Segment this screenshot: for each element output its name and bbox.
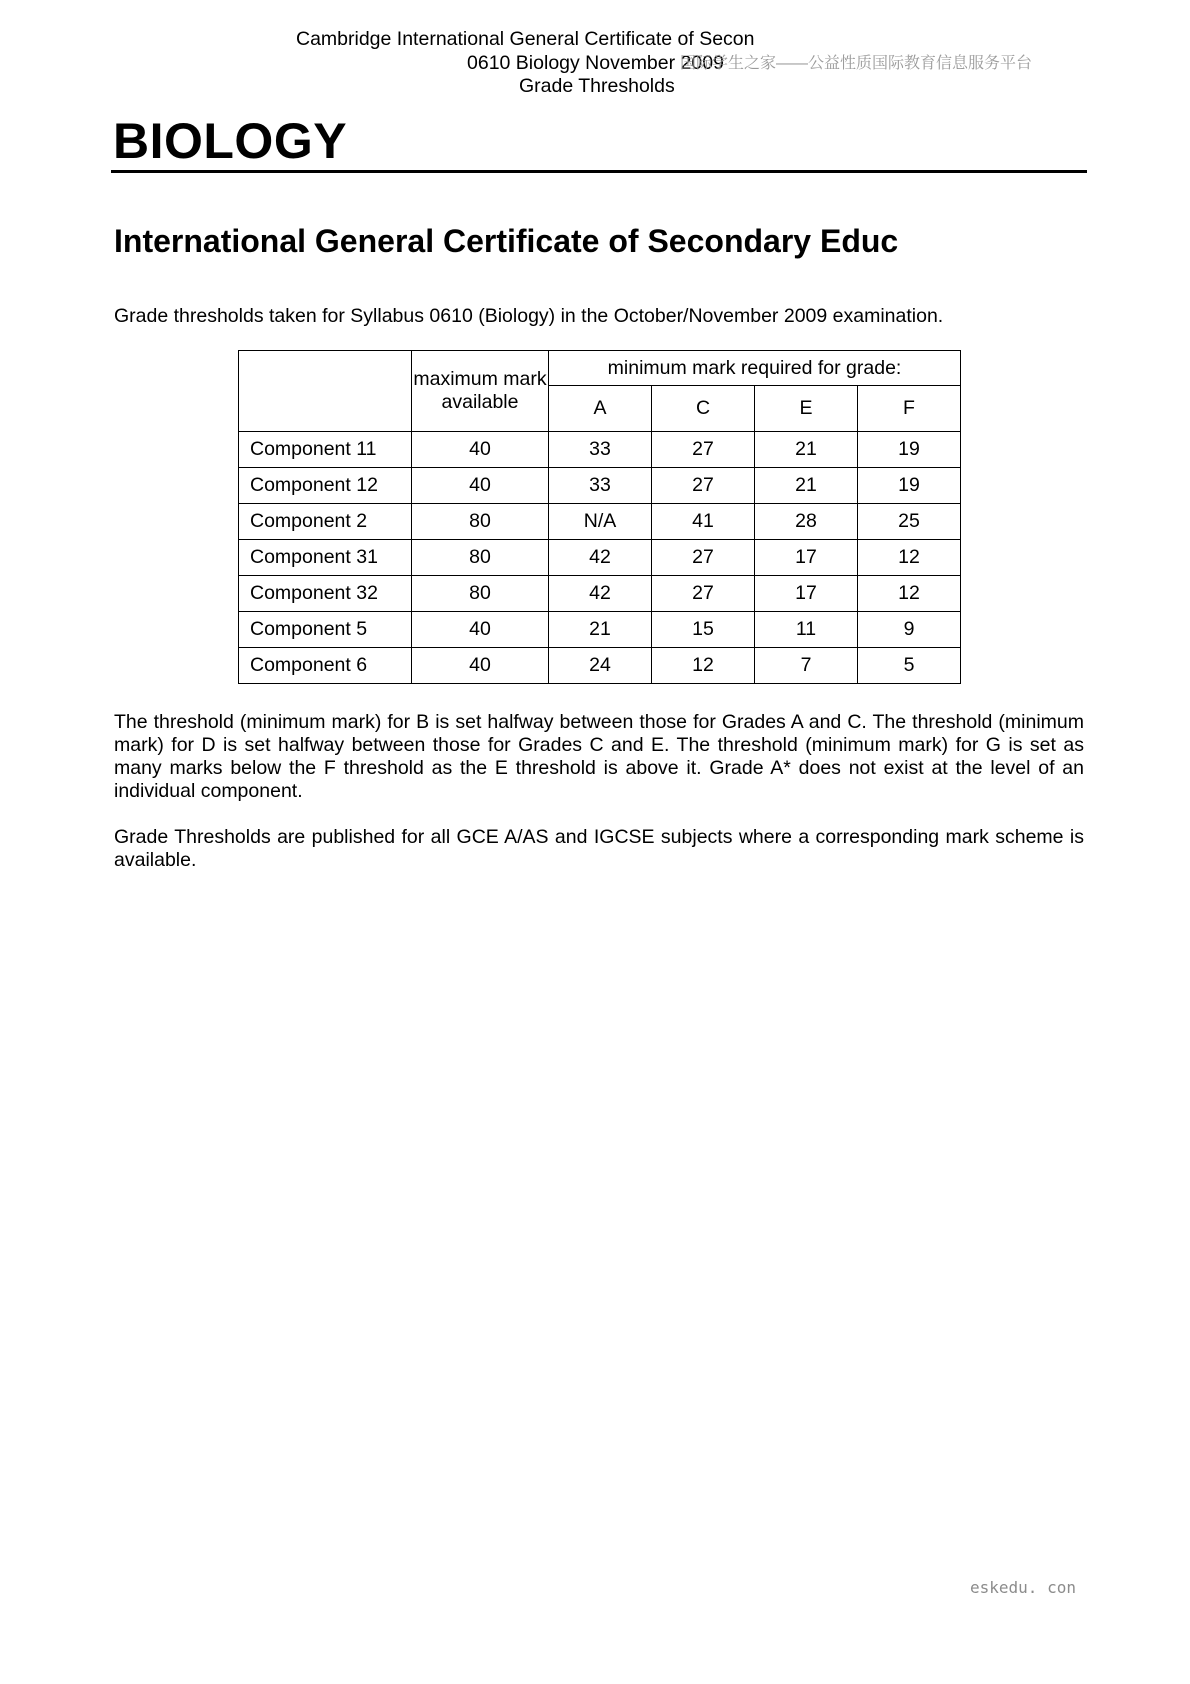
grade-a-mark: 21: [549, 612, 652, 648]
table-row: [239, 504, 961, 540]
grade-header-e: E: [755, 386, 858, 432]
grade-header-c: C: [652, 386, 755, 432]
grade-e-mark: 7: [755, 648, 858, 684]
max-mark: 80: [412, 540, 549, 576]
component-name: Component 11: [239, 432, 412, 468]
table-row: [239, 648, 961, 684]
grade-a-mark: N/A: [549, 504, 652, 540]
intro-text: Grade thresholds taken for Syllabus 0610 (Biology) in the October/November 2009 examination.: [114, 305, 944, 327]
grade-c-mark: 27: [652, 540, 755, 576]
grade-a-mark: 33: [549, 432, 652, 468]
component-name: Component 12: [239, 468, 412, 504]
table-row: [239, 432, 961, 468]
grade-c-mark: 12: [652, 648, 755, 684]
title-rule: [111, 170, 1087, 173]
component-header-cell: [239, 351, 412, 432]
grade-a-mark: 33: [549, 468, 652, 504]
table-header-row: [239, 351, 961, 386]
grade-e-mark: 17: [755, 576, 858, 612]
grade-e-mark: 28: [755, 504, 858, 540]
header-line-3: Grade Thresholds: [519, 75, 675, 97]
grade-e-mark: 21: [755, 468, 858, 504]
grade-header-f: F: [858, 386, 961, 432]
grade-e-mark: 17: [755, 540, 858, 576]
grade-f-mark: 19: [858, 468, 961, 504]
qualification-title: International General Certificate of Secondary Educ: [114, 223, 899, 259]
max-mark: 40: [412, 468, 549, 504]
grade-c-mark: 15: [652, 612, 755, 648]
max-mark: 80: [412, 576, 549, 612]
grade-header-a: A: [549, 386, 652, 432]
grade-f-mark: 25: [858, 504, 961, 540]
grade-f-mark: 12: [858, 576, 961, 612]
table-row: [239, 576, 961, 612]
header-line-1: Cambridge International General Certificate of Secon: [296, 28, 755, 50]
component-name: Component 32: [239, 576, 412, 612]
grade-a-mark: 24: [549, 648, 652, 684]
grade-f-mark: 12: [858, 540, 961, 576]
max-mark: 40: [412, 612, 549, 648]
grade-a-mark: 42: [549, 576, 652, 612]
grade-c-mark: 27: [652, 576, 755, 612]
grade-f-mark: 9: [858, 612, 961, 648]
component-name: Component 2: [239, 504, 412, 540]
table-row: [239, 468, 961, 504]
max-mark: 40: [412, 648, 549, 684]
component-name: Component 5: [239, 612, 412, 648]
grade-a-mark: 42: [549, 540, 652, 576]
grade-c-mark: 27: [652, 468, 755, 504]
grade-f-mark: 19: [858, 432, 961, 468]
footer-site-text: eskedu. con: [970, 1578, 1076, 1597]
grade-thresholds-table: [238, 350, 961, 684]
publication-note: Grade Thresholds are published for all GCE A/AS and IGCSE subjects where a corresponding mark scheme is available.: [114, 826, 1084, 871]
grade-e-mark: 21: [755, 432, 858, 468]
grade-f-mark: 5: [858, 648, 961, 684]
grade-c-mark: 41: [652, 504, 755, 540]
max-mark: 40: [412, 432, 549, 468]
threshold-explanation: The threshold (minimum mark) for B is set halfway between those for Grades A and C. The threshold (minimum mark) for D is set halfway between those for Grades C and E. The threshold (minimum mark) for G is set as many marks below the F threshold as the E threshold is above it. Grade A* does not exist at the level of an individual component.: [114, 711, 1084, 802]
grade-c-mark: 27: [652, 432, 755, 468]
table-row: [239, 612, 961, 648]
max-mark: 80: [412, 504, 549, 540]
header-line-2: 0610 Biology November 2009: [467, 52, 724, 74]
table-row: [239, 540, 961, 576]
min-mark-header: minimum mark required for grade:: [549, 351, 961, 386]
subject-title: BIOLOGY: [113, 113, 348, 169]
grade-e-mark: 11: [755, 612, 858, 648]
component-name: Component 6: [239, 648, 412, 684]
max-mark-header: maximum mark available: [412, 351, 549, 432]
component-name: Component 31: [239, 540, 412, 576]
watermark-text: 国际学生之家——公益性质国际教育信息服务平台: [680, 55, 1033, 72]
